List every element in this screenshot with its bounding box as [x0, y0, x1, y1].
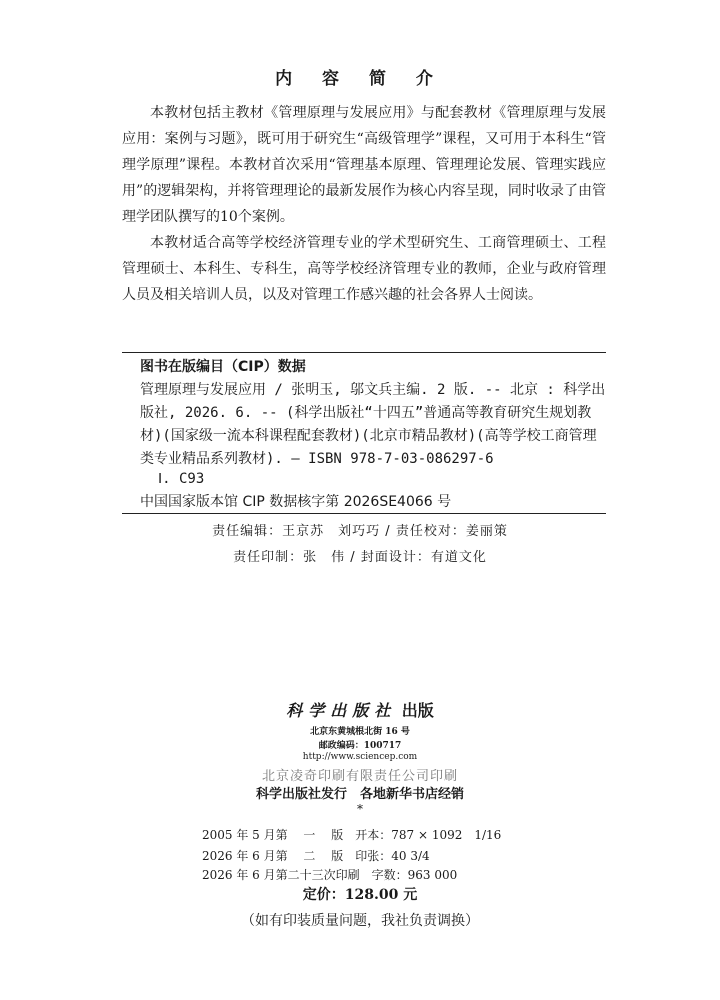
separator-star: *: [357, 802, 363, 816]
edition-line: 2005 年 5 月第 一 版 开本：787 × 1092 1/16: [202, 828, 502, 842]
divider: [122, 513, 606, 514]
intro-paragraph: 本教材包括主教材《管理原理与发展应用》与配套教材《管理原理与发展应用：案例与习题》，既可用于研究生“高级管理学”课程，又可用于本科生“管理学原理”课程。本教材首次采用“管理基本原理、管理理论发展、管理实践应用”的逻辑架构，并将管理理论的最新发展作为核心内容呈现，同时收录了由管理学团队撰写的10个案例。: [122, 105, 606, 225]
publisher-brand: 科学出版社: [286, 701, 397, 720]
edition-line: 2026 年 6 月第 二 版 印张：40 3/4: [202, 849, 430, 863]
publisher-suffix: 出版: [401, 701, 434, 720]
publisher-address: 北京东黄城根北街 16 号: [310, 727, 410, 737]
edition-line: 2026 年 6 月第二十三次印刷 字数：963 000: [202, 868, 458, 882]
intro-title: 内 容 简 介: [275, 69, 445, 89]
distribution-line: 科学出版社发行 各地新华书店经销: [255, 787, 464, 802]
staff-line-print: 责任印制：张 伟 / 封面设计：有道文化: [233, 550, 487, 565]
staff-line-editors: 责任编辑：王京苏 刘巧巧 / 责任校对：姜丽策: [212, 524, 508, 539]
quality-note: （如有印装质量问题，我社负责调换）: [241, 913, 479, 929]
divider: [122, 352, 606, 353]
printer-line: 北京凌奇印刷有限责任公司印刷: [261, 769, 458, 784]
price: 定价：128.00 元: [302, 887, 418, 903]
publisher-url: http://www.sciencep.com: [302, 752, 418, 762]
cip-classification: Ⅰ. C93: [158, 471, 205, 487]
cip-record: 中国国家版本馆 CIP 数据核字第 2026SE4066 号: [140, 494, 452, 510]
publisher-postcode: 邮政编码：100717: [318, 741, 402, 751]
intro-paragraph: 本教材适合高等学校经济管理专业的学术型研究生、工商管理硕士、工程管理硕士、本科生、专科生，高等学校经济管理专业的教师，企业与政府管理人员及相关培训人员，以及对管理工作感兴趣的社会各界人士阅读。: [122, 235, 606, 303]
intro-text: [122, 100, 606, 308]
cip-body: 管理原理与发展应用 / 张明玉, 邬文兵主编. 2 版. -- 北京 : 科学出版社, 2026. 6. -- (科学出版社“十四五”普通高等教育研究生规划教材)(国家级一流本科课程配套教材)(北京市精品教材)(高等学校工商管理类专业精品系列教材). — ISBN 978-7-03-086297-6: [140, 382, 606, 467]
publisher-name: [0, 698, 720, 721]
cip-heading: 图书在版编目（CIP）数据: [140, 359, 306, 375]
